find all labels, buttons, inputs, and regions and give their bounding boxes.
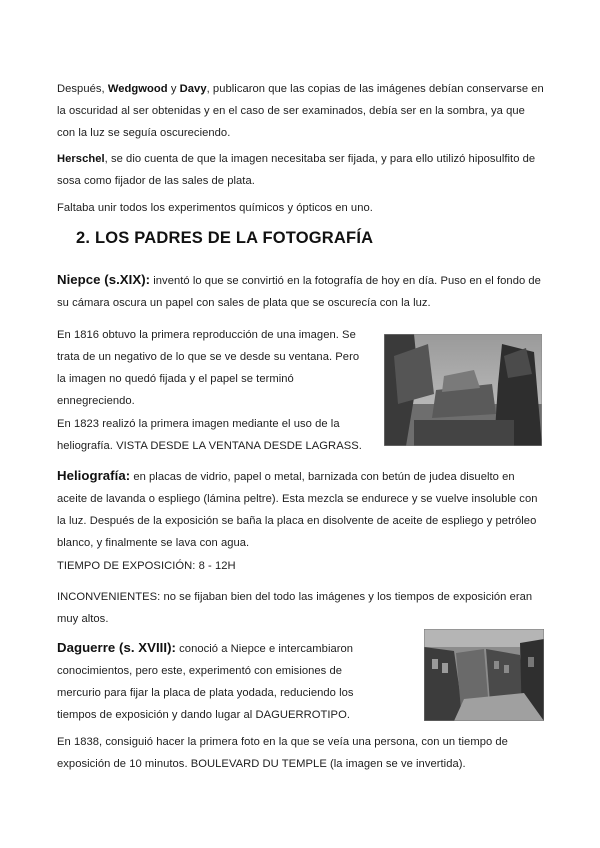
- text-run: Después,: [57, 83, 108, 95]
- name-davy: Davy: [179, 83, 207, 95]
- paragraph-summary: Faltaba unir todos los experimentos químicos y ópticos en uno.: [57, 202, 373, 214]
- paragraph-herschel: [57, 148, 545, 192]
- paragraph-wedgwood-davy: [57, 78, 545, 144]
- paragraph-heliografia: [57, 465, 545, 554]
- paragraph-tiempo-exposicion: TIEMPO DE EXPOSICIÓN: 8 - 12H: [57, 560, 236, 572]
- lead-daguerre: Daguerre (s. XVIII):: [57, 640, 176, 655]
- text-run: y: [167, 83, 180, 95]
- section-heading: 2. LOS PADRES DE LA FOTOGRAFÍA: [76, 229, 374, 247]
- niepce-window-photo: [384, 334, 542, 446]
- lead-heliografia: Heliografía:: [57, 468, 131, 483]
- text-run: en placas de vidrio, papel o metal, barnizada con betún de judea disuelto en aceite de lavanda o espliego (lámina peltre). Esta mezcla se endurece y se vuelve insoluble con la luz. Después de la exposición se baña la placa en disolvente de aceite de espliego y petróleo blanco, y finalmente se lava con agua.: [57, 471, 538, 549]
- text-run: inventó lo que se convirtió en la fotografía de hoy en día. Puso en el fondo de su cámara oscura un papel con sales de plata que se oscurecía con la luz.: [57, 275, 541, 309]
- lead-niepce: Niepce (s.XIX):: [57, 272, 151, 287]
- paragraph-1816: En 1816 obtuvo la primera reproducción de una imagen. Se trata de un negativo de lo que se ve desde su ventana. Pero la imagen no quedó fijada y el papel se terminó ennegreciendo.: [57, 329, 360, 407]
- daguerre-boulevard-photo: [424, 629, 544, 721]
- text-run: , se dio cuenta de que la imagen necesitaba ser fijada, y para ello utilizó hiposulfito de sosa como fijador de las sales de plata.: [57, 153, 536, 187]
- paragraph-1823: En 1823 realizó la primera imagen mediante el uso de la heliografía. VISTA DESDE LA VENTANA DESDE LAGRASS.: [57, 418, 362, 452]
- paragraph-inconvenientes: INCONVENIENTES: no se fijaban bien del todo las imágenes y los tiempos de exposición eran muy altos.: [57, 591, 533, 625]
- text-run: conoció a Niepce e intercambiaron conocimientos, pero este, experimentó con emisiones de mercurio para fijar la placa de plata yodada, reduciendo los tiempos de exposición y dando lugar al DAGUERROTIPO.: [57, 643, 354, 721]
- text-run: , publicaron que las copias de las imágenes debían conservarse en la oscuridad al ser obtenidas y en el caso de ser examinados, debía ser en la sombra, ya que con la luz se seguía oscureciendo.: [57, 83, 544, 139]
- paragraph-daguerre: [57, 637, 387, 726]
- niepce-window-image: [384, 334, 542, 446]
- paragraph-1838: En 1838, consiguió hacer la primera foto en la que se veía una persona, con un tiempo de exposición de 10 minutos. BOULEVARD DU TEMPLE (la imagen se ve invertida).: [57, 736, 508, 770]
- name-herschel: Herschel: [57, 153, 105, 165]
- daguerre-boulevard-image: [424, 629, 544, 721]
- name-wedgwood: Wedgwood: [107, 83, 168, 95]
- paragraph-niepce: [57, 269, 545, 314]
